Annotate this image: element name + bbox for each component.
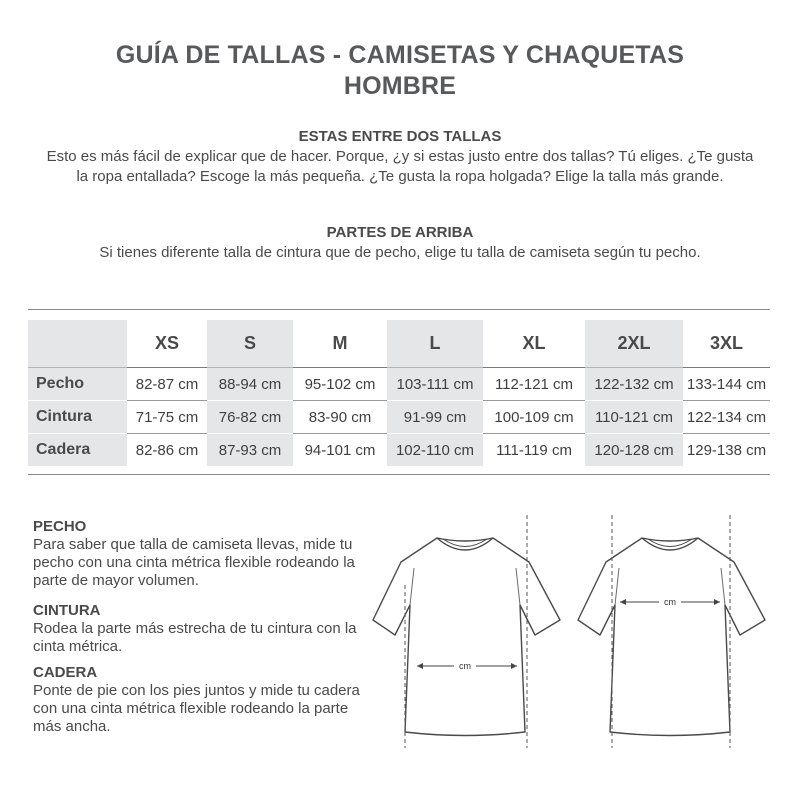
table-cell: 95-102 cm: [293, 368, 387, 401]
size-header: XL: [522, 333, 546, 353]
tops-text: Si tienes diferente talla de cintura que de pecho, elige tu talla de camiseta según tu pecho.: [99, 244, 701, 261]
size-header: XS: [154, 333, 179, 353]
table-cell: 100-109 cm: [483, 401, 585, 434]
row-label: Cintura: [28, 401, 127, 434]
chest-cm-label: cm: [664, 597, 676, 607]
table-cell: 91-99 cm: [387, 401, 483, 434]
size-table-header-row: [28, 320, 770, 368]
size-header: L: [387, 320, 483, 368]
table-cell: 129-138 cm: [683, 434, 770, 467]
between-sizes-section: [40, 127, 760, 187]
chest-heading: PECHO: [33, 518, 87, 535]
table-cell: 133-144 cm: [683, 368, 770, 401]
table-cell: 111-119 cm: [483, 434, 585, 467]
table-cell: 82-86 cm: [127, 434, 207, 467]
table-cell: 87-93 cm: [207, 434, 293, 467]
hip-text: Ponte de pie con los pies juntos y mide tu cadera con una cinta métrica flexible rodeando la parte más ancha.: [33, 682, 360, 735]
table-cell: 76-82 cm: [207, 401, 293, 434]
table-cell: 94-101 cm: [293, 434, 387, 467]
hip-cm-label: cm: [459, 661, 471, 671]
table-row: [28, 434, 770, 467]
table-cell: 112-121 cm: [483, 368, 585, 401]
row-label: Cadera: [28, 434, 127, 467]
size-table-corner: [28, 320, 127, 368]
table-top-divider: [28, 309, 770, 310]
between-sizes-text: Esto es más fácil de explicar que de hacer. Porque, ¿y si estas justo entre dos tallas? Tú eliges. ¿Te gusta la ropa entallada? Escoge la más pequeña. ¿Te gusta la ropa holgada? Elige la talla más grande.: [46, 148, 754, 185]
table-cell: 102-110 cm: [387, 434, 483, 467]
page-title-line-1: GUÍA DE TALLAS - CAMISETAS Y CHAQUETAS: [115, 41, 685, 69]
table-bottom-divider: [28, 474, 770, 475]
tops-heading: PARTES DE ARRIBA: [326, 224, 474, 241]
tops-section: [40, 223, 760, 263]
table-cell: 122-132 cm: [585, 368, 683, 401]
table-cell: 82-87 cm: [127, 368, 207, 401]
table-cell: 71-75 cm: [127, 401, 207, 434]
table-cell: 88-94 cm: [207, 368, 293, 401]
waist-text: Rodea la parte más estrecha de tu cintura con la cinta métrica.: [33, 620, 357, 655]
waist-heading: CINTURA: [33, 602, 101, 619]
chest-instructions: [33, 518, 363, 590]
table-row: [28, 368, 770, 401]
tshirt-hip-measure-icon: [365, 510, 565, 755]
tshirt-chest-measure-icon: [570, 510, 770, 755]
table-row: [28, 401, 770, 434]
hip-instructions: [33, 664, 363, 736]
table-cell: 120-128 cm: [585, 434, 683, 467]
size-table: [28, 320, 770, 466]
table-cell: 83-90 cm: [293, 401, 387, 434]
table-cell: 110-121 cm: [585, 401, 683, 434]
size-header: 3XL: [709, 333, 743, 353]
size-header: 2XL: [585, 320, 683, 368]
size-header: M: [332, 333, 348, 353]
row-label: Pecho: [28, 368, 127, 401]
page-title: [0, 40, 800, 102]
table-cell: 103-111 cm: [387, 368, 483, 401]
page-title-line-2: HOMBRE: [343, 72, 457, 100]
between-sizes-heading: ESTAS ENTRE DOS TALLAS: [298, 128, 502, 145]
chest-text: Para saber que talla de camiseta llevas, mide tu pecho con una cinta métrica flexible rodeando la parte de mayor volumen.: [33, 536, 355, 589]
hip-heading: CADERA: [33, 664, 98, 681]
size-header: S: [207, 320, 293, 368]
waist-instructions: [33, 602, 363, 656]
table-cell: 122-134 cm: [683, 401, 770, 434]
